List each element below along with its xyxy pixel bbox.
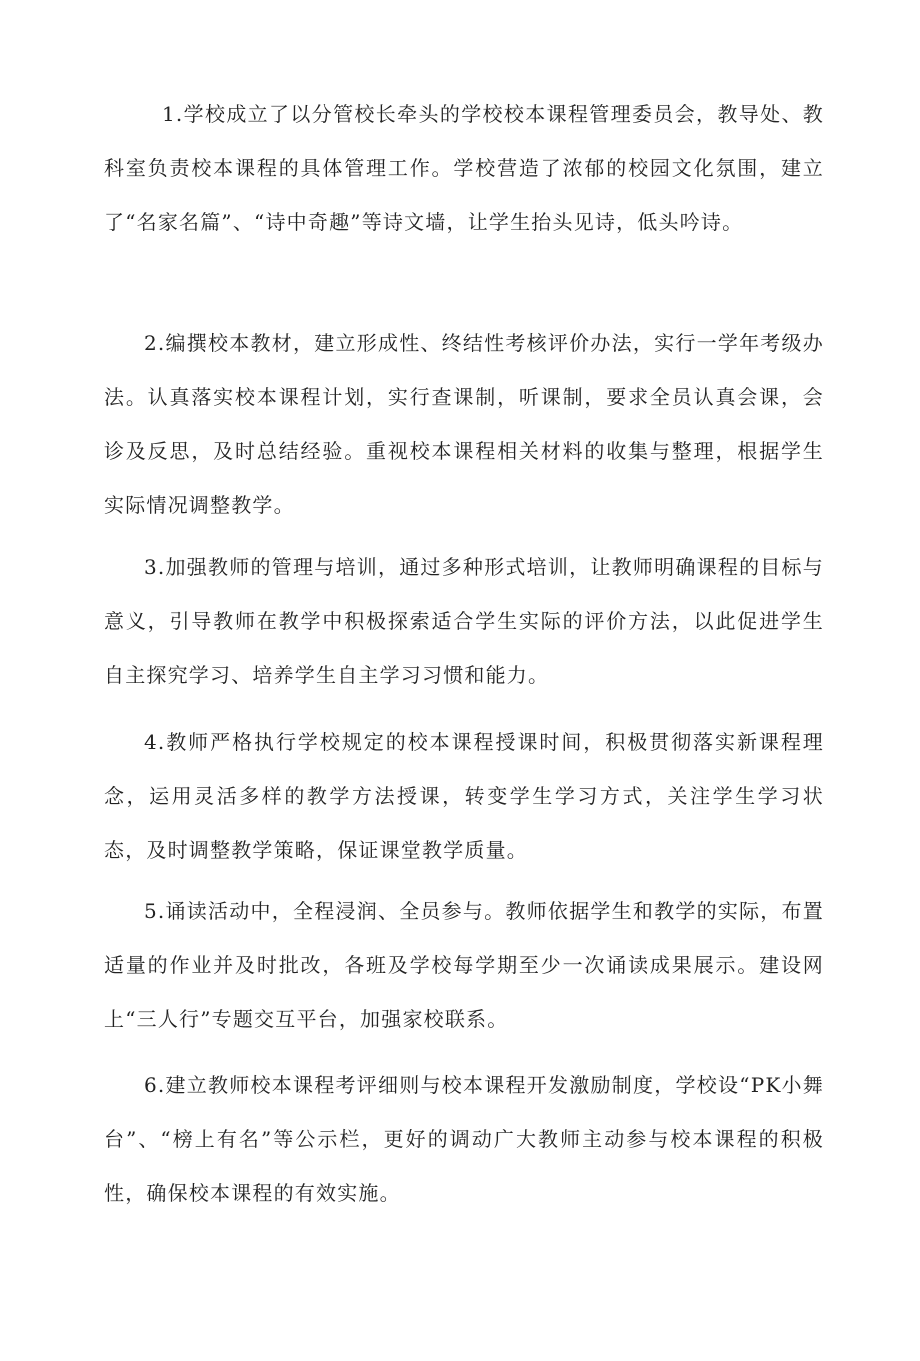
paragraph-5: 5.诵读活动中，全程浸润、全员参与。教师依据学生和教学的实际，布置适量的作业并及时批改，各班及学校每学期至少一次诵读成果展示。建设网上“三人行”专题交互平台，加强家校联系。 bbox=[104, 899, 824, 1031]
paragraph-2: 2.编撰校本教材，建立形成性、终结性考核评价办法，实行一学年考级办法。认真落实校本课程计划，实行查课制，听课制，要求全员认真会课，会诊及反思，及时总结经验。重视校本课程相关材料的收集与整理，根据学生实际情况调整教学。 bbox=[104, 331, 824, 517]
paragraph-6: 6.建立教师校本课程考评细则与校本课程开发激励制度，学校设“PK小舞台”、“榜上有名”等公示栏，更好的调动广大教师主动参与校本课程的积极性，确保校本课程的有效实施。 bbox=[104, 1073, 824, 1205]
paragraph-1: 1.学校成立了以分管校长牵头的学校校本课程管理委员会，教导处、教科室负责校本课程的具体管理工作。学校营造了浓郁的校园文化氛围，建立了“名家名篇”、“诗中奇趣”等诗文墙，让学生抬头见诗，低头吟诗。 bbox=[104, 102, 824, 234]
paragraph-3: 3.加强教师的管理与培训，通过多种形式培训，让教师明确课程的目标与意义，引导教师在教学中积极探索适合学生实际的评价方法，以此促进学生自主探究学习、培养学生自主学习习惯和能力。 bbox=[104, 555, 824, 687]
paragraph-4: 4.教师严格执行学校规定的校本课程授课时间，积极贯彻落实新课程理念，运用灵活多样的教学方法授课，转变学生学习方式，关注学生学习状态，及时调整教学策略，保证课堂教学质量。 bbox=[104, 730, 824, 862]
